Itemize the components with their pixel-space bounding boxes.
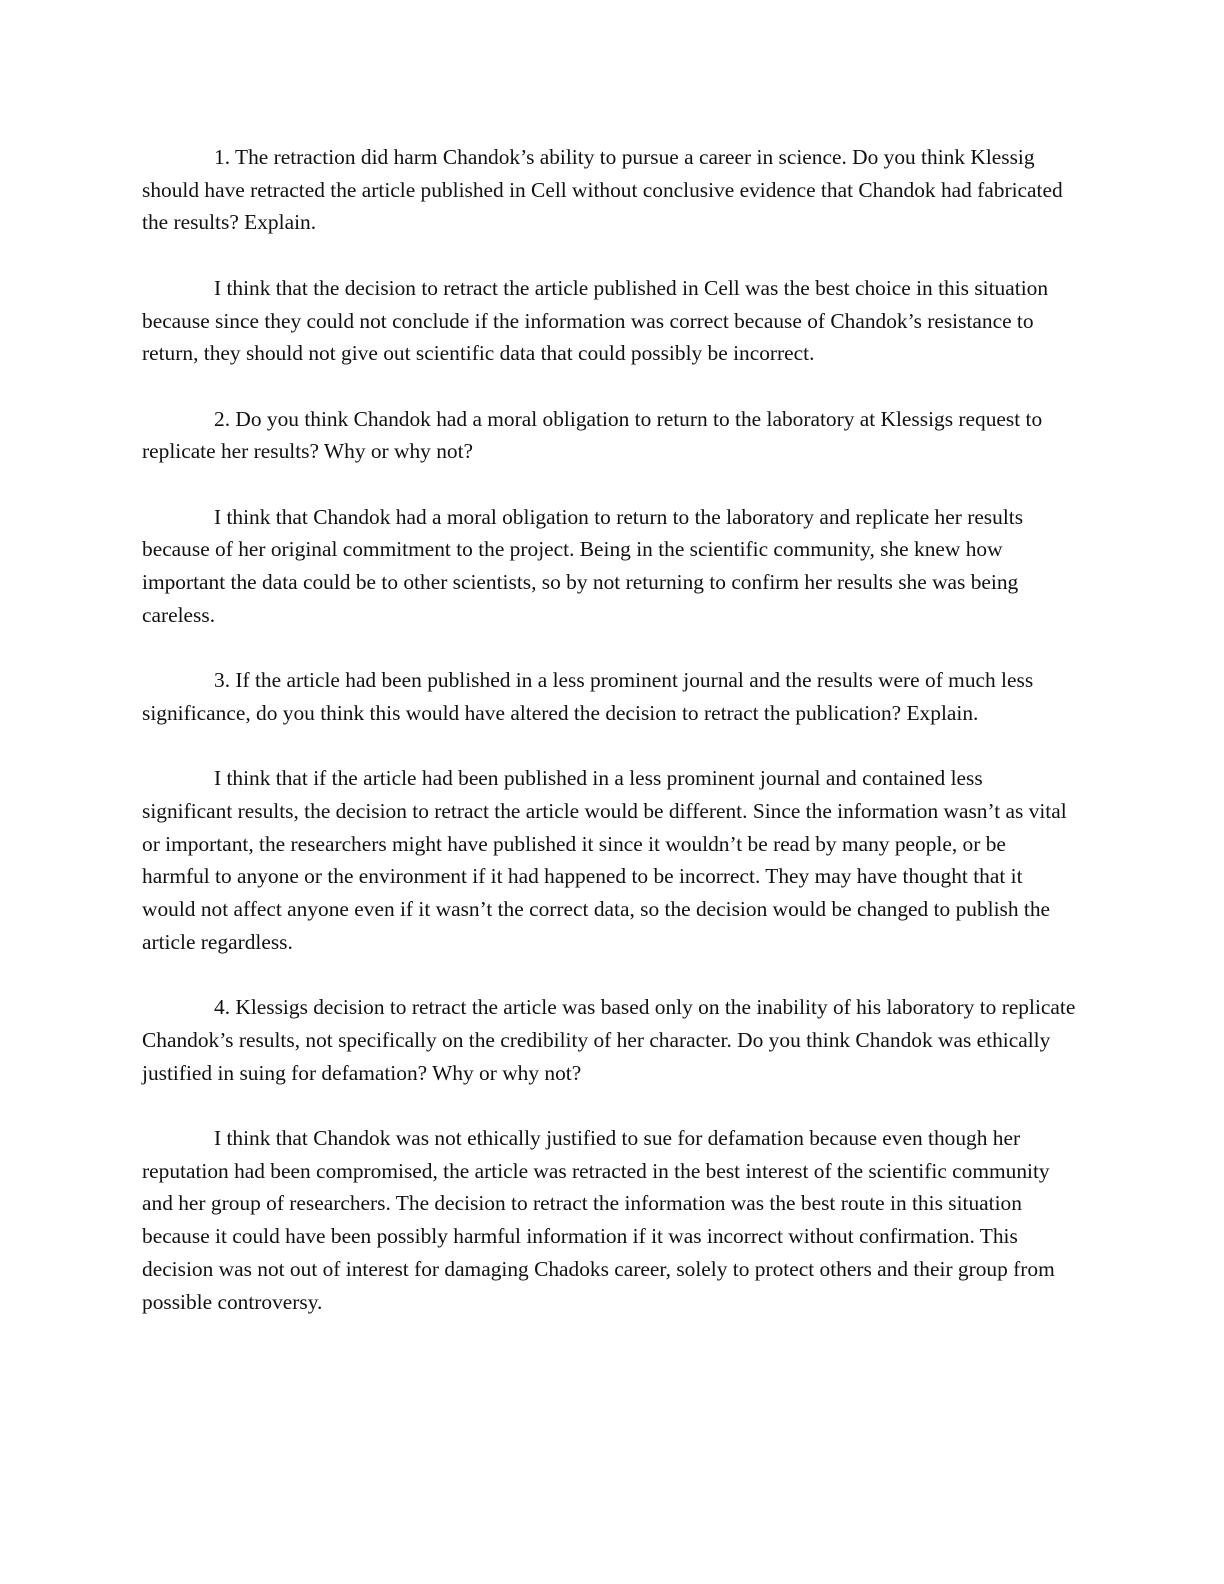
answer-4: I think that Chandok was not ethically justified to sue for defamation because even though her reputation had been compromised, the article was retracted in the best interest of the scientific community and her group of researchers. The decision to retract the information was the best route in this situation because it could have been possibly harmful information if it was incorrect without confirmation. This decision was not out of interest for damaging Chadoks career, solely to protect others and their group from possible controversy.: [142, 1125, 1055, 1314]
answer-1: I think that the decision to retract the article published in Cell was the best choice in this situation because since they could not conclude if the information was correct because of Chandok’s resistance to return, they should not give out scientific data that could possibly be incorrect.: [142, 275, 1049, 366]
answer-3: I think that if the article had been published in a less prominent journal and contained less significant results, the decision to retract the article would be different. Since the information wasn’t as vital or important, the researchers might have published it since it wouldn’t be read by many people, or be harmful to anyone or the environment if it had happened to be incorrect. They may have thought that it would not affect anyone even if it wasn’t the correct data, so the decision would be changed to publish the article regardless.: [142, 766, 1067, 954]
question-1: 1. The retraction did harm Chandok’s ability to pursue a career in science. Do you think Klessig should have retracted the article published in Cell without conclusive evidence that Chandok had fabricated the results? Explain.: [142, 145, 1063, 235]
document-page: [142, 141, 1078, 1351]
answer-2: I think that Chandok had a moral obligation to return to the laboratory and replicate her results because of her original commitment to the project. Being in the scientific community, she knew how important the data could be to other scientists, so by not returning to confirm her results she was being careless.: [142, 504, 1024, 627]
question-2: 2. Do you think Chandok had a moral obligation to return to the laboratory at Klessigs request to replicate her results? Why or why not?: [142, 406, 1043, 464]
question-4: 4. Klessigs decision to retract the article was based only on the inability of his laboratory to replicate Chandok’s results, not specifically on the credibility of her character. Do you think Chandok was ethically justified in suing for defamation? Why or why not?: [142, 995, 1076, 1085]
question-3: 3. If the article had been published in a less prominent journal and the results were of much less significance, do you think this would have altered the decision to retract the publication? Explain.: [142, 668, 1034, 725]
